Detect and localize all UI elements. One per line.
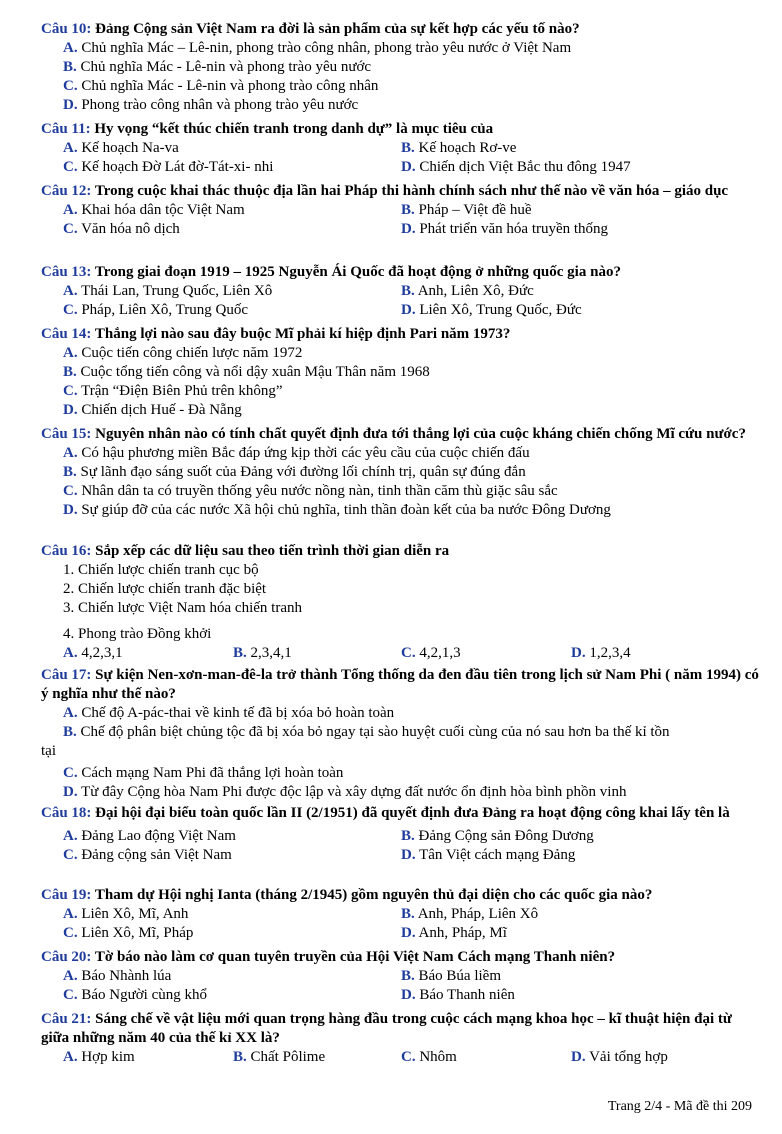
question-stem: Câu 15: Nguyên nhân nào có tính chất quyết định đưa tới thắng lợi của cuộc kháng chiến chống Mĩ cứu nước? bbox=[41, 426, 746, 442]
option-d: D. Anh, Pháp, Mĩ bbox=[401, 925, 507, 941]
option-c: C. Nhôm bbox=[401, 1049, 457, 1065]
option-row bbox=[63, 201, 761, 220]
option-row bbox=[63, 301, 761, 320]
option-d: D. Vải tổng hợp bbox=[571, 1049, 668, 1065]
option-b: B. Anh, Pháp, Liên Xô bbox=[401, 906, 539, 922]
option-b: B. Chủ nghĩa Mác - Lê-nin và phong trào yêu nước bbox=[63, 59, 372, 75]
option-c: C. Kế hoạch Đờ Lát đờ-Tát-xi- nhi bbox=[63, 159, 274, 175]
option-b: B. Sự lãnh đạo sáng suốt của Đảng với đường lối chính trị, quân sự đúng đắn bbox=[63, 464, 526, 480]
option-row bbox=[63, 924, 761, 943]
question-stem: Câu 11: Hy vọng “kết thúc chiến tranh trong danh dự” là mục tiêu của bbox=[41, 121, 494, 137]
option-b-continued: tại bbox=[41, 743, 56, 759]
option-b: B. Kế hoạch Rơ-ve bbox=[401, 140, 517, 156]
question-stem: Câu 17: Sự kiện Nen-xơn-man-đê-la trở thành Tổng thống da đen đầu tiên trong lịch sử Nam Phi ( năm 1994) có ý nghĩa như thế nào? bbox=[41, 667, 759, 702]
option-d: D. Phong trào công nhân và phong trào yêu nước bbox=[63, 97, 359, 113]
sequence-item: 2. Chiến lược chiến tranh đặc biệt bbox=[63, 581, 267, 597]
option-b: B. Đảng Cộng sản Đông Dương bbox=[401, 828, 594, 844]
sequence-items bbox=[63, 561, 761, 644]
option-row bbox=[63, 846, 761, 865]
option-d: D. Chiến dịch Huế - Đà Nẵng bbox=[63, 402, 242, 418]
option-c: C. Cách mạng Nam Phi đã thắng lợi hoàn toàn bbox=[63, 765, 344, 781]
option-a: A. Hợp kim bbox=[63, 1049, 135, 1065]
sequence-item: 3. Chiến lược Việt Nam hóa chiến tranh bbox=[63, 600, 302, 616]
option-d: D. Báo Thanh niên bbox=[401, 987, 515, 1003]
question-15 bbox=[41, 425, 761, 520]
option-a: A. Chủ nghĩa Mác – Lê-nin, phong trào công nhân, phong trào yêu nước ở Việt Nam bbox=[63, 40, 572, 56]
option-d: D. Liên Xô, Trung Quốc, Đức bbox=[401, 302, 582, 318]
question-21 bbox=[41, 1010, 761, 1067]
option-a: A. Có hậu phương miền Bắc đáp ứng kịp thời các yêu cầu của cuộc chiến đấu bbox=[63, 445, 530, 461]
option-c: C. 4,2,1,3 bbox=[401, 645, 461, 661]
question-stem: Câu 14: Thắng lợi nào sau đây buộc Mĩ phải kí hiệp định Pari năm 1973? bbox=[41, 326, 511, 342]
option-d: D. Tân Việt cách mạng Đảng bbox=[401, 847, 576, 863]
option-a: A. Báo Nhành lúa bbox=[63, 968, 172, 984]
option-b: B. Chất Pôlime bbox=[233, 1049, 326, 1065]
option-row bbox=[63, 1048, 761, 1067]
question-stem: Câu 20: Tờ báo nào làm cơ quan tuyên truyền của Hội Việt Nam Cách mạng Thanh niên? bbox=[41, 949, 616, 965]
option-b: B. Anh, Liên Xô, Đức bbox=[401, 283, 534, 299]
page-footer: Trang 2/4 - Mã đề thi 209 bbox=[607, 1099, 752, 1114]
question-stem: Câu 21: Sáng chế về vật liệu mới quan trọng hàng đầu trong cuộc cách mạng khoa học – kĩ thuật hiện đại từ giữa những năm 40 của thế kỉ XX là? bbox=[41, 1011, 732, 1046]
question-stem: Câu 19: Tham dự Hội nghị Ianta (tháng 2/1945) gồm nguyên thủ đại diện cho các quốc gia nào? bbox=[41, 887, 653, 903]
option-a: A. Kế hoạch Na-va bbox=[63, 140, 179, 156]
question-16 bbox=[41, 542, 761, 663]
sequence-item: 1. Chiến lược chiến tranh cục bộ bbox=[63, 562, 259, 578]
question-13 bbox=[41, 263, 761, 320]
option-c: C. Chủ nghĩa Mác - Lê-nin và phong trào công nhân bbox=[63, 78, 379, 94]
option-row bbox=[63, 220, 761, 239]
option-row bbox=[63, 986, 761, 1005]
option-b: B. Cuộc tổng tiến công và nổi dậy xuân Mậu Thân năm 1968 bbox=[63, 364, 430, 380]
question-11 bbox=[41, 120, 761, 177]
option-row bbox=[63, 644, 761, 663]
question-18 bbox=[41, 804, 761, 865]
option-d: D. Chiến dịch Việt Bắc thu đông 1947 bbox=[401, 159, 631, 175]
option-c: C. Đảng cộng sản Việt Nam bbox=[63, 847, 232, 863]
question-14 bbox=[41, 325, 761, 420]
option-a: A. Đảng Lao động Việt Nam bbox=[63, 828, 236, 844]
option-a: A. Chế độ A-pác-thai về kinh tế đã bị xóa bỏ hoàn toàn bbox=[63, 705, 395, 721]
question-stem: Câu 12: Trong cuộc khai thác thuộc địa lần hai Pháp thi hành chính sách như thế nào về văn hóa – giáo dục bbox=[41, 183, 729, 199]
option-a: A. 4,2,3,1 bbox=[63, 645, 123, 661]
question-stem: Câu 16: Sắp xếp các dữ liệu sau theo tiến trình thời gian diễn ra bbox=[41, 543, 450, 559]
option-c: C. Báo Người cùng khổ bbox=[63, 987, 207, 1003]
option-row bbox=[63, 827, 761, 846]
option-row bbox=[63, 158, 761, 177]
question-20 bbox=[41, 948, 761, 1005]
question-stem: Câu 10: Đảng Cộng sản Việt Nam ra đời là sản phẩm của sự kết hợp các yếu tố nào? bbox=[41, 21, 580, 37]
option-d: D. Sự giúp đỡ của các nước Xã hội chủ nghĩa, tinh thần đoàn kết của ba nước Đông Dương bbox=[63, 502, 611, 518]
option-row bbox=[63, 905, 761, 924]
question-17 bbox=[41, 666, 761, 802]
question-stem: Câu 13: Trong giai đoạn 1919 – 1925 Nguyễn Ái Quốc đã hoạt động ở những quốc gia nào? bbox=[41, 264, 621, 280]
option-c: C. Pháp, Liên Xô, Trung Quốc bbox=[63, 302, 249, 318]
option-b: B. 2,3,4,1 bbox=[233, 645, 292, 661]
option-d: D. Phát triển văn hóa truyền thống bbox=[401, 221, 609, 237]
option-c: C. Nhân dân ta có truyền thống yêu nước nồng nàn, tinh thần căm thù giặc sâu sắc bbox=[63, 483, 558, 499]
question-19 bbox=[41, 886, 761, 943]
option-c: C. Liên Xô, Mĩ, Pháp bbox=[63, 925, 194, 941]
option-b: B. Pháp – Việt đề huề bbox=[401, 202, 532, 218]
option-row bbox=[63, 282, 761, 301]
option-d: D. 1,2,3,4 bbox=[571, 645, 631, 661]
option-a: A. Liên Xô, Mĩ, Anh bbox=[63, 906, 189, 922]
question-10 bbox=[41, 20, 761, 115]
option-c: C. Trận “Điện Biên Phủ trên không” bbox=[63, 383, 283, 399]
option-row bbox=[63, 967, 761, 986]
question-stem: Câu 18: Đại hội đại biểu toàn quốc lần II (2/1951) đã quyết định đưa Đảng ra hoạt động công khai lấy tên là bbox=[41, 805, 730, 821]
sequence-item: 4. Phong trào Đồng khởi bbox=[63, 626, 212, 642]
option-row bbox=[63, 139, 761, 158]
option-b: B. Chế độ phân biệt chủng tộc đã bị xóa bỏ ngay tại sào huyệt cuối cùng của nó sau hơn ba thế kỉ tồn bbox=[63, 724, 670, 740]
option-a: A. Cuộc tiến công chiến lược năm 1972 bbox=[63, 345, 303, 361]
option-a: A. Khai hóa dân tộc Việt Nam bbox=[63, 202, 245, 218]
option-a: A. Thái Lan, Trung Quốc, Liên Xô bbox=[63, 283, 273, 299]
option-d: D. Từ đây Cộng hòa Nam Phi được độc lập và xây dựng đất nước ổn định hòa bình phồn vinh bbox=[63, 784, 627, 800]
option-b: B. Báo Búa liềm bbox=[401, 968, 502, 984]
question-12 bbox=[41, 182, 761, 239]
option-c: C. Văn hóa nô dịch bbox=[63, 221, 180, 237]
